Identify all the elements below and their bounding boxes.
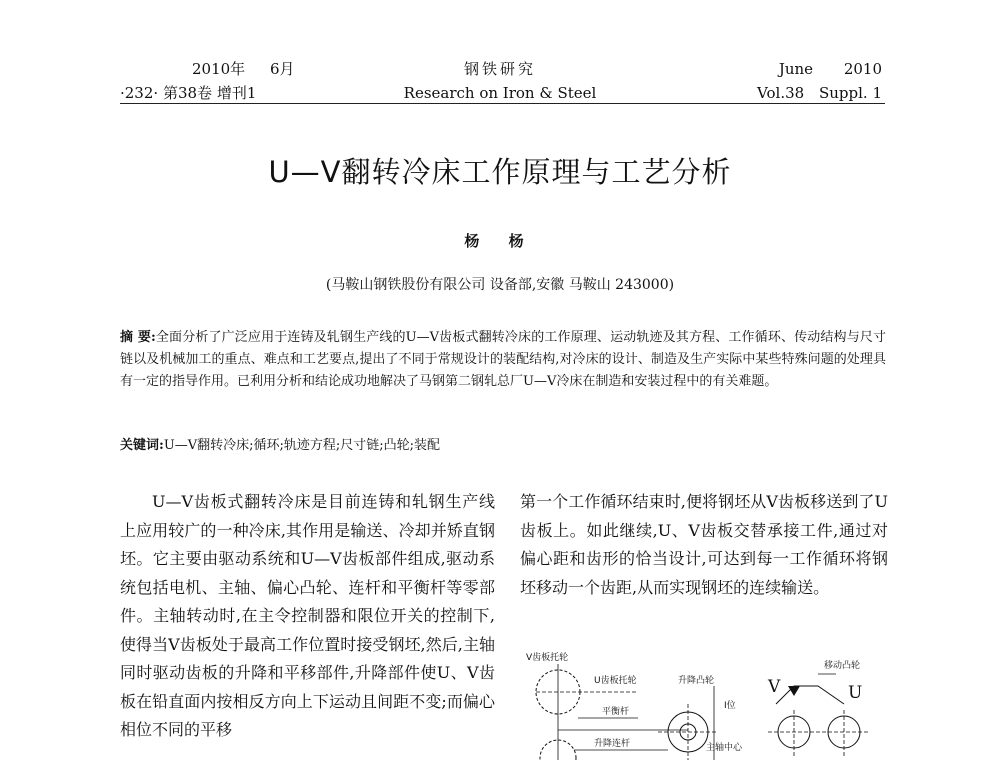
body-left-column: U—V齿板式翻转冷床是目前连铸和轧钢生产线上应用较广的一种冷床,其作用是输送、冷却并矫直钢坯。它主要由驱动系统和U—V齿板部件组成,驱动系统包括电机、主轴、偏心凸轮、连杆和平衡杆等零部件。主轴转动时,在主令控制器和限位开关的控制下,使得当V齿板处于最高工作位置时接受钢坯,然后,主轴同时驱动齿板的升降和平移部件,升降部件使U、V齿板在铅直面内按相反方向上下运动且间距不变;而偏心相位不同的平移 (120, 492, 495, 739)
label-lift-link: 升降连杆 (594, 739, 631, 749)
abstract (120, 327, 886, 393)
label-spindle-center: 主轴中心 (706, 743, 743, 753)
label-lift-cam: 升降凸轮 (678, 676, 715, 686)
journal-name-cn: 钢铁研究 (463, 60, 536, 78)
move-path (776, 686, 844, 704)
header-month: 6月 (269, 60, 295, 78)
header-vol-en: Vol.38 (757, 84, 805, 102)
header-year-en: 2010 (843, 60, 882, 78)
header-suppl-en: Suppl. 1 (818, 84, 882, 102)
author-name: 杨 杨 (464, 232, 536, 250)
keywords-text: U—V翻转冷床;循环;轨迹方程;尺寸链;凸轮;装配 (163, 438, 441, 453)
label-move-cam: 移动凸轮 (824, 661, 861, 671)
header-right (747, 57, 882, 105)
journal-name-en: Research on Iron & Steel (403, 84, 597, 102)
label-position-1: Ⅰ位 (724, 701, 736, 711)
keywords (120, 435, 886, 457)
label-u: U (848, 683, 863, 703)
label-u-roller: U齿板托轮 (594, 676, 637, 686)
body-right-column: 第一个工作循环结束时,便将钢坯从V齿板移送到了U齿板上。如此继续,U、V齿板交替承接工件,通过对偏心距和齿形的恰当设计,可达到每一工作循环将钢坯移动一个齿距,从而实现钢坯的连续输送。 (520, 492, 888, 597)
abstract-label: 摘 要: (120, 330, 156, 345)
header-page-number: ·232· (120, 84, 159, 102)
author-affiliation: (马鞍山钢铁股份有限公司 设备部,安徽 马鞍山 243000) (325, 277, 675, 293)
header-rule (120, 103, 885, 104)
label-balance-bar: 平衡杆 (602, 707, 630, 717)
label-v: V (768, 677, 781, 697)
abstract-text: 全面分析了广泛应用于连铸及轧钢生产线的U—V齿板式翻转冷床的工作原理、运动轨迹及其方程、工作循环、传动结构与尺寸链以及机械加工的重点、难点和工艺要点,提出了不同于常规设计的装配结构,对冷床的设计、制造及生产实际中某些特殊问题的处理具有一定的指导作用。已利用分析和结论成功地解决了马钢第二钢轧总厂U—V冷床在制造和安装过程中的有关难题。 (120, 330, 886, 389)
mechanism-figure (518, 646, 888, 760)
header-month-en: June (778, 60, 814, 78)
header-volume: 第38卷 (162, 84, 213, 102)
header-issue: 增刊1 (216, 84, 257, 102)
label-v-roller: V齿板托轮 (526, 653, 569, 663)
keywords-label: 关键词: (120, 438, 164, 453)
paper-title: U—V翻转冷床工作原理与工艺分析 (268, 155, 732, 189)
header-year: 2010年 (192, 60, 246, 78)
